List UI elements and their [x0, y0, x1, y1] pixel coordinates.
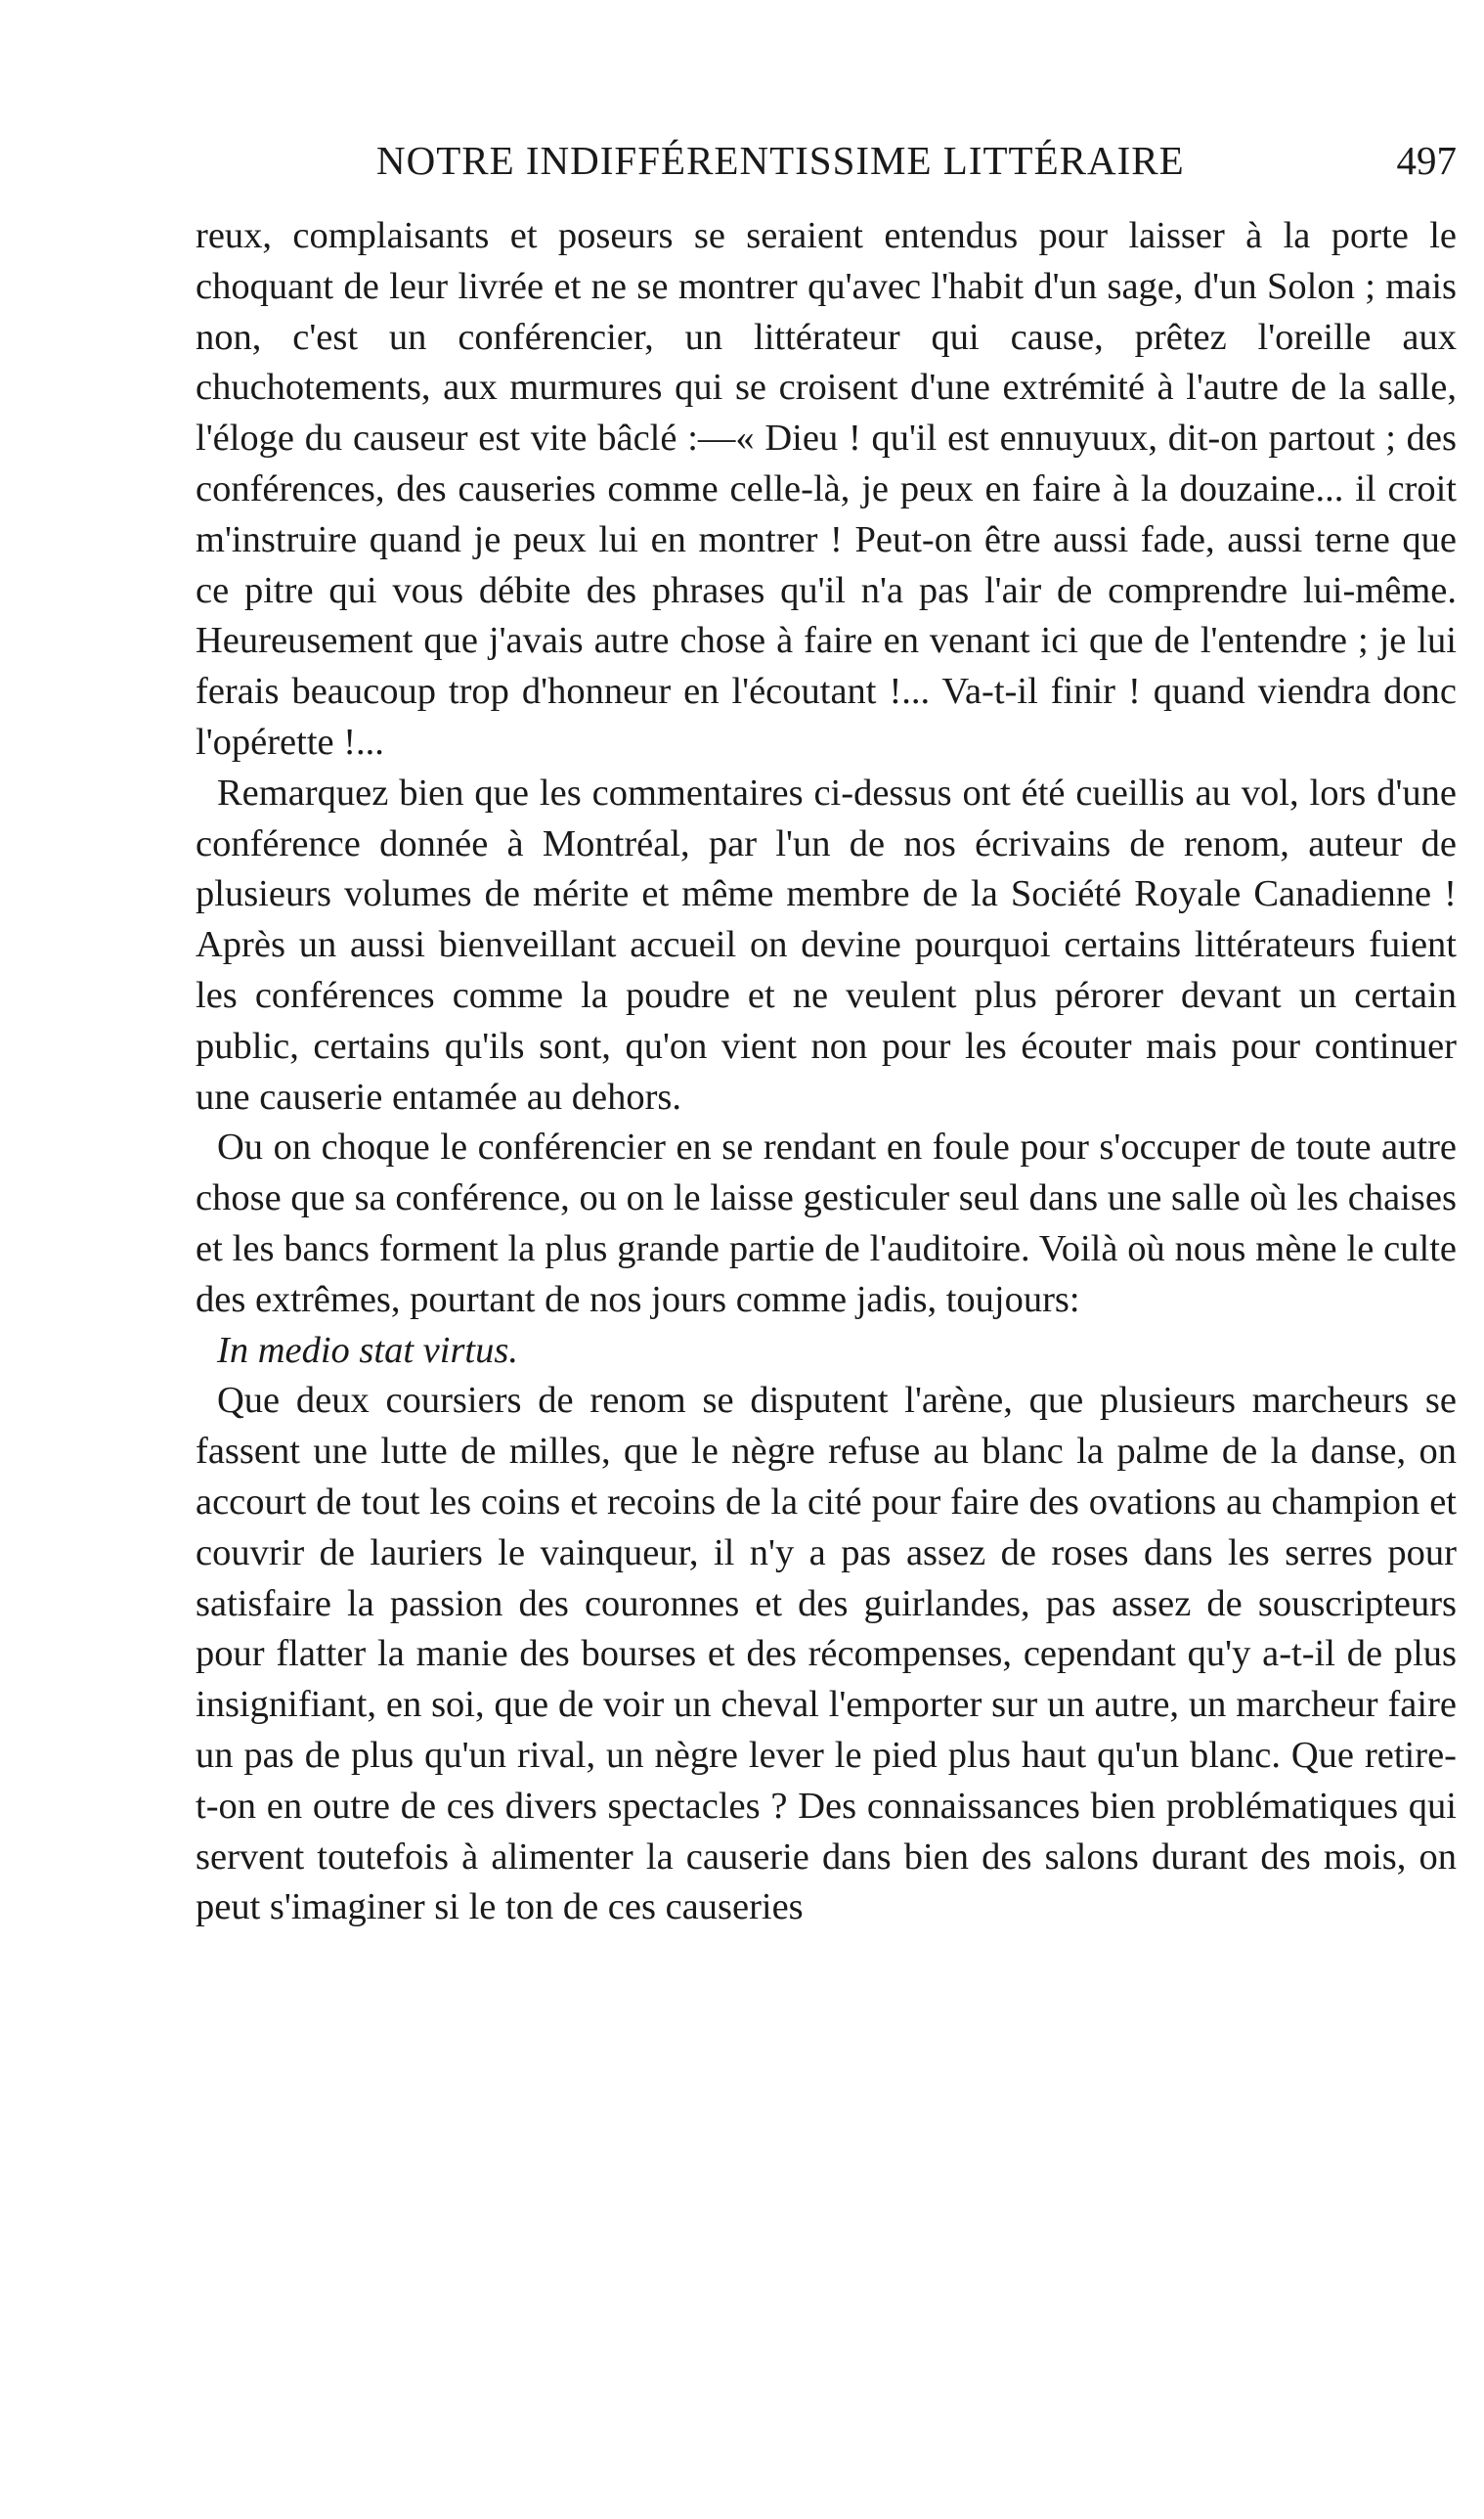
- paragraph: Ou on choque le conférencier en se rendant en foule pour s'occuper de toute autre chose que sa conférence, ou on le laisse gesticuler seul dans une salle où les chaises et les bancs forment la plus grande partie de l'auditoire. Voilà où nous mène le culte des extrêmes, pourtant de nos jours comme jadis, toujours:: [196, 1127, 1457, 1320]
- latin-motto: In medio stat virtus.: [217, 1329, 518, 1371]
- page-number: 497: [1396, 138, 1457, 183]
- paragraph: Remarquez bien que les commentaires ci-dessus ont été cueillis au vol, lors d'une conférence donnée à Montréal, par l'un de nos écrivains de renom, auteur de plusieurs volumes de mérite et même membre de la Société Royale Canadienne ! Après un aussi bienveillant accueil on devine pourquoi certains littérateurs fuient les conférences comme la poudre et ne veulent plus pérorer devant un certain public, certains qu'ils sont, qu'on vient non pour les écouter mais pour continuer une causerie entamée au dehors.: [196, 772, 1457, 1118]
- paragraph-continuation: reux, complaisants et poseurs se seraient entendus pour laisser à la porte le choquant de leur livrée et ne se montrer qu'avec l'habit d'un sage, d'un Solon ; mais non, c'est un conférencier, un littérateur qui cause, prêtez l'oreille aux chuchotements, aux murmures qui se croisent d'une extrémité à l'autre de la salle, l'éloge du causeur est vite bâclé :—« Dieu ! qu'il est ennuyuux, dit-on partout ; des conférences, des causeries comme celle-là, je peux en faire à la douzaine... il croit m'instruire quand je peux lui en montrer ! Peut-on être aussi fade, aussi terne que ce pitre qui vous débite des phrases qu'il n'a pas l'air de comprendre lui-même. Heureusement que j'avais autre chose à faire en venant ici que de l'entendre ; je lui ferais beaucoup trop d'honneur en l'écoutant !... Va-t-il finir ! quand viendra donc l'opérette !...: [196, 215, 1457, 763]
- body-text: [196, 211, 1457, 1933]
- book-page: [196, 137, 1457, 1933]
- paragraph: Que deux coursiers de renom se disputent l'arène, que plusieurs marcheurs se fassent une lutte de milles, que le nègre refuse au blanc la palme de la danse, on accourt de tout les coins et recoins de la cité pour faire des ovations au champion et couvrir de lauriers le vainqueur, il n'y a pas assez de roses dans les serres pour satisfaire la passion des couronnes et des guirlandes, pas assez de souscripteurs pour flatter la manie des bourses et des récompenses, cependant qu'y a-t-il de plus insignifiant, en soi, que de voir un cheval l'emporter sur un autre, un marcheur faire un pas de plus qu'un rival, un nègre lever le pied plus haut qu'un blanc. Que retire-t-on en outre de ces divers spectacles ? Des connaissances bien problématiques qui servent toutefois à alimenter la causerie dans bien des salons durant des mois, on peut s'imaginer si le ton de ces causeries: [196, 1380, 1457, 1928]
- page-header: [196, 137, 1457, 205]
- running-title: NOTRE INDIFFÉRENTISSIME LITTÉRAIRE: [376, 138, 1185, 183]
